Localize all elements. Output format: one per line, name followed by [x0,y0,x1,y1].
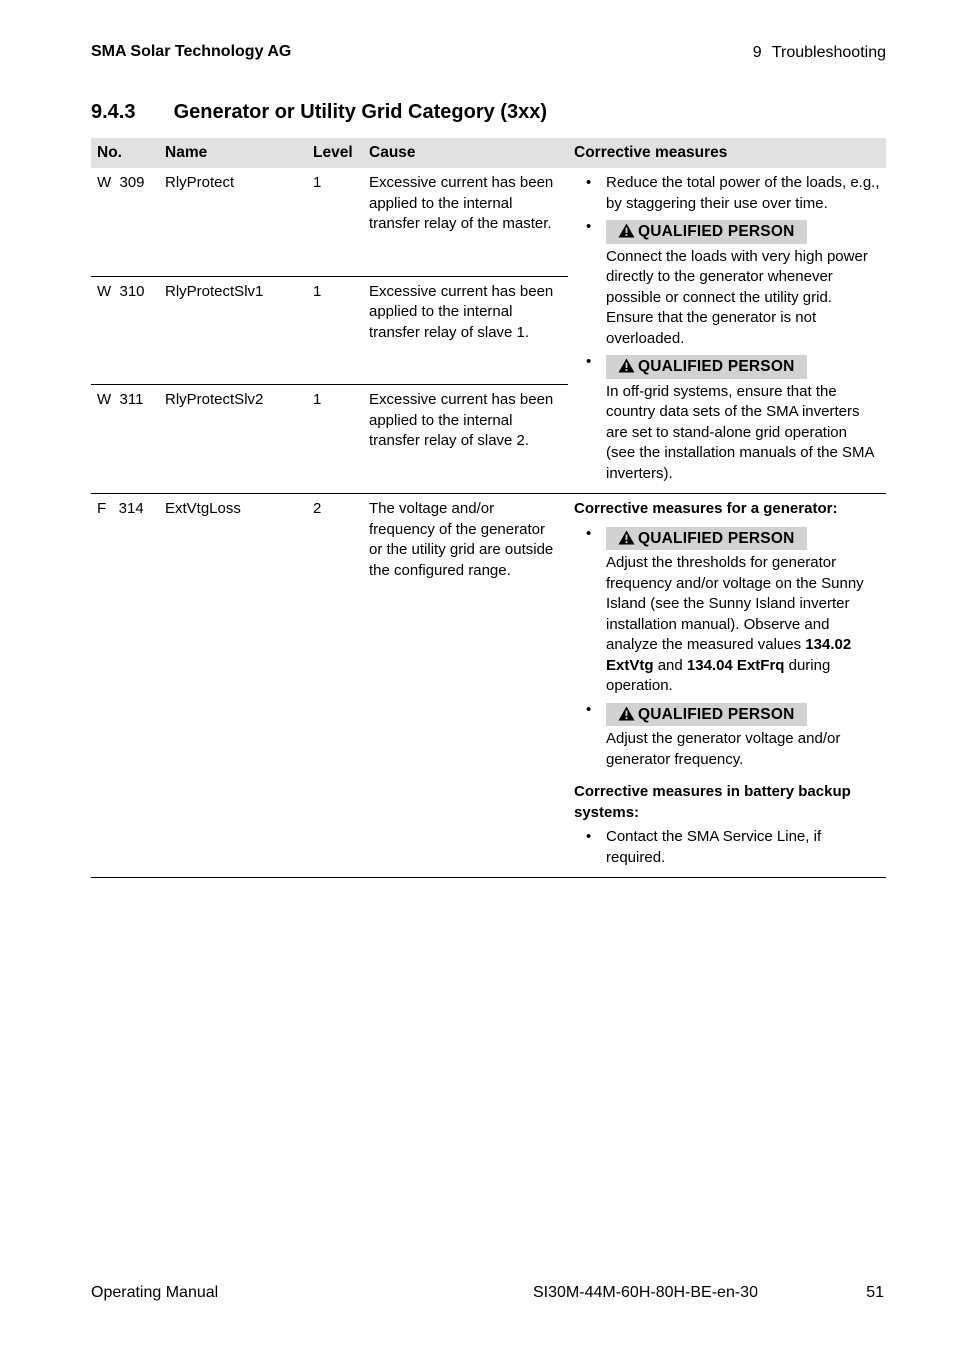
measures-list [574,524,880,771]
cell-no: W 310 [91,276,159,385]
qualified-person-label: QUALIFIED PERSON [638,705,795,723]
qualified-person-badge [606,527,807,551]
bullet: • [586,174,592,191]
qualified-person-badge [606,220,807,244]
cell-level: 1 [313,174,322,191]
cell-cause: Excessive current has been applied to the internal transfer relay of the master. [369,174,554,232]
col-header-cause: Cause [363,138,568,168]
qualified-person-label: QUALIFIED PERSON [638,529,795,547]
measure-text: In off-grid systems, ensure that the country data sets of the SMA inverters are set to stand-alone grid operation [606,382,860,441]
warning-icon [618,223,635,238]
list-item [574,352,880,484]
header-chapter-number: 9 [752,44,762,61]
header-chapter-title: Troubleshooting [771,44,886,61]
list-item [574,700,880,771]
measures-list [574,173,880,484]
header-chapter [753,44,886,62]
cell-cause: The voltage and/or frequency of the generator or the utility grid are outside the configured range. [363,494,568,878]
generator-measures-heading: Corrective measures for a generator: [574,500,838,517]
cell-no: W 311 [91,385,159,494]
table-header-row [91,138,886,168]
cell-name: RlyProtectSlv1 [159,276,307,385]
measure-text: Reduce the total power of the loads, e.g., by staggering their use over time. [606,174,880,212]
measure-note: (see the installation manuals of the SMA inverters). [606,444,874,482]
param-extfrq: 134.04 ExtFrq [686,656,785,674]
list-item [574,827,880,868]
bullet: • [586,524,592,542]
section-heading [91,101,547,124]
col-header-no: No. [91,138,159,168]
measures-list [574,827,880,868]
param-extvtg: 134.02 ExtVtg [606,636,852,674]
cell-level: 1 [307,276,363,385]
measure-text: Adjust the generator voltage and/or generator frequency. [606,730,841,768]
cell-name: RlyProtect [165,174,235,191]
warning-icon [618,358,635,373]
col-header-level: Level [307,138,363,168]
section-number: 9.4.3 [91,101,136,123]
measure-text: Contact the SMA Service Line, if required. [606,828,822,866]
cell-no: F 314 [91,494,159,878]
cell-name: ExtVtgLoss [159,494,307,878]
measure-text-part: and [657,656,683,674]
footer-page-number: 51 [866,1284,884,1301]
qualified-person-label: QUALIFIED PERSON [638,358,795,375]
footer-document-id: SI30M-44M-60H-80H-BE-en-30 [533,1284,758,1301]
error-table [91,138,886,878]
list-item [574,217,880,349]
warning-icon [618,530,635,545]
list-item [574,524,880,697]
qualified-person-badge [606,355,807,379]
measure-text: Connect the loads with very high power directly to the generator whenever possible or connect the utility grid. Ensure that the generator is not overloaded. [606,247,868,347]
table-row [91,494,886,878]
cell-measures-group1 [568,168,886,494]
header-company: SMA Solar Technology AG [91,43,292,60]
cell-cause: Excessive current has been applied to the internal transfer relay of slave 1. [363,276,568,385]
cell-cause: Excessive current has been applied to the internal transfer relay of slave 2. [363,385,568,494]
qualified-person-badge [606,703,807,727]
measure-text-part: during operation. [606,656,831,694]
bullet: • [586,828,592,845]
cell-no: W 309 [97,174,145,191]
warning-icon [618,706,635,721]
bullet: • [586,218,592,235]
backup-measures-heading: Corrective measures in battery backup systems: [574,783,851,821]
col-header-measures: Corrective measures [568,138,886,168]
cell-level: 2 [307,494,363,878]
table-row [91,168,886,276]
cell-measures-group2 [568,494,886,878]
bullet: • [586,700,592,718]
cell-level: 1 [307,385,363,494]
bullet: • [586,353,592,370]
measure-text-part: Adjust the thresholds for generator frequency and/or voltage on the Sunny Island (see the Sunny Island inverter installation manual). Observe and analyze the measured values [606,554,864,653]
footer-document-type: Operating Manual [91,1284,219,1301]
list-item [574,173,880,214]
section-title: Generator or Utility Grid Category (3xx) [173,101,547,123]
qualified-person-label: QUALIFIED PERSON [638,223,795,240]
cell-name: RlyProtectSlv2 [159,385,307,494]
measure-text [606,553,880,697]
col-header-name: Name [159,138,307,168]
